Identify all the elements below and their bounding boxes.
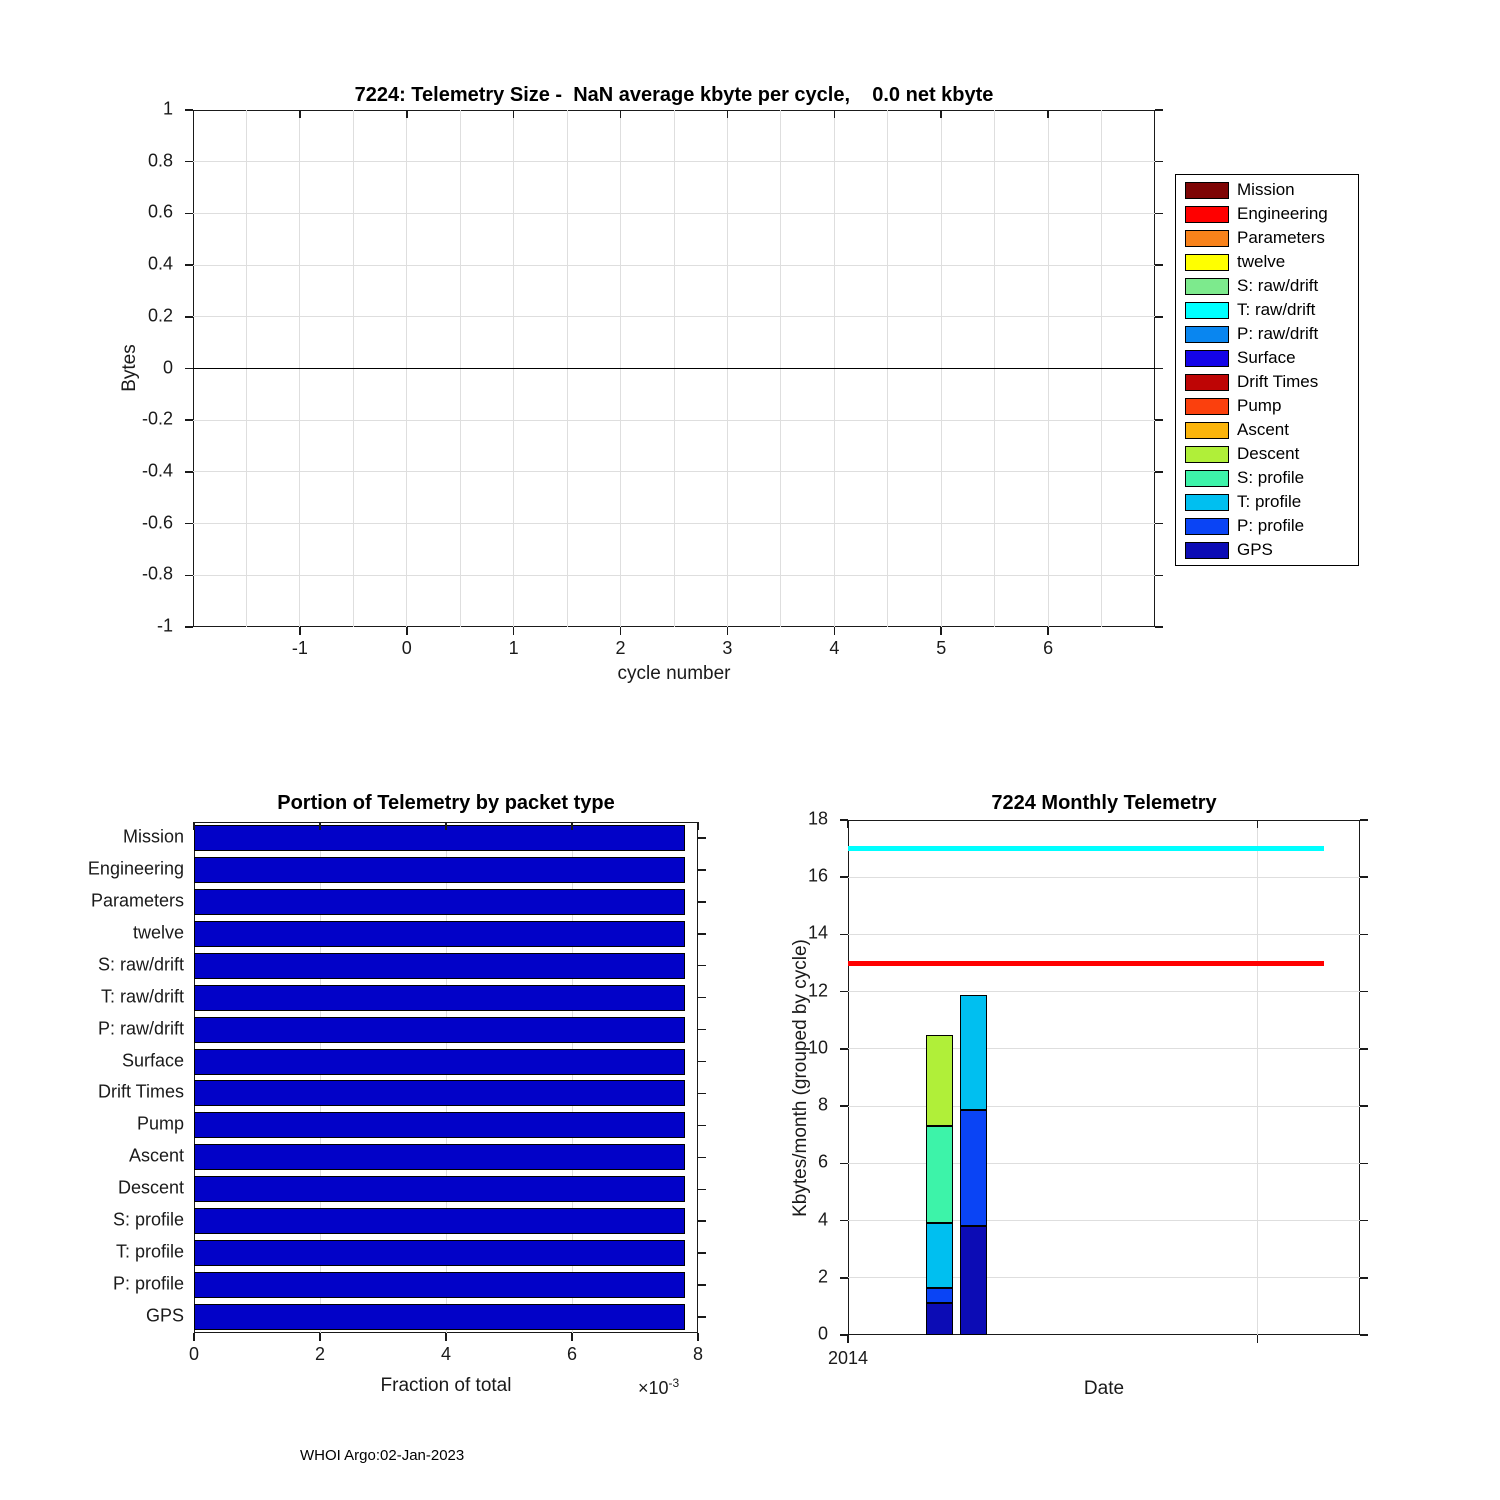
y-tick-label: 12 [807, 980, 828, 1001]
y-tick-label: -0.2 [141, 408, 173, 429]
y-tick [1155, 316, 1163, 318]
y-tick [1360, 1220, 1368, 1222]
x-tick [940, 110, 942, 118]
y-tick [185, 368, 193, 370]
legend [1175, 174, 1359, 566]
x-tick [571, 1333, 573, 1341]
bar [194, 1176, 685, 1202]
y-tick-label: -0.4 [141, 460, 173, 481]
bar [194, 889, 685, 915]
footer-note: WHOI Argo:02-Jan-2023 [300, 1447, 465, 1464]
y-tick-label: 0.2 [147, 305, 173, 326]
x-tick-label: -1 [291, 638, 308, 658]
legend-label: P: raw/drift [1237, 324, 1319, 343]
legend-label: Ascent [1237, 420, 1289, 439]
x-tick [847, 1335, 849, 1343]
y-tick-label: -1 [156, 615, 173, 636]
y-tick [1155, 368, 1163, 370]
bar-segment [926, 1126, 953, 1223]
legend-entry [1176, 227, 1358, 249]
monthly-title: 7224 Monthly Telemetry [991, 792, 1217, 814]
legend-label: Engineering [1237, 204, 1328, 223]
bar-segment [926, 1303, 953, 1335]
threshold-line [848, 846, 1324, 851]
legend-swatch [1185, 182, 1229, 199]
y-tick [698, 869, 706, 871]
x-tick [1257, 1335, 1259, 1343]
telemetry-size-title: 7224: Telemetry Size - NaN average kbyte per cycle, 0.0 net kbyte [354, 84, 994, 106]
y-tick [840, 1277, 848, 1279]
x-tick [697, 1333, 699, 1341]
y-tick-label: 1 [162, 98, 173, 119]
y-tick-label: 8 [817, 1094, 828, 1115]
y-tick [1360, 819, 1368, 821]
bar-segment [960, 1110, 987, 1226]
y-tick [698, 965, 706, 967]
bar [194, 1080, 685, 1106]
x-tick-label: 0 [401, 638, 412, 658]
y-tick [698, 1125, 706, 1127]
bar-segment [926, 1035, 953, 1126]
x-tick [727, 110, 729, 118]
legend-entry [1176, 467, 1358, 489]
y-gridline [193, 265, 1155, 266]
y-tick [1155, 161, 1163, 163]
legend-entry [1176, 539, 1358, 561]
legend-swatch [1185, 446, 1229, 463]
category-label: twelve [132, 922, 184, 943]
bar [194, 1017, 685, 1043]
x-tick [299, 110, 301, 118]
y-gridline [193, 213, 1155, 214]
y-tick [1360, 1048, 1368, 1050]
x-tick [445, 822, 447, 830]
y-tick-label: 0.8 [147, 150, 173, 171]
y-tick-label: 0 [162, 356, 173, 377]
legend-swatch [1185, 518, 1229, 535]
legend-swatch [1185, 494, 1229, 511]
category-label: Mission [122, 826, 184, 847]
x-tick [299, 627, 301, 635]
legend-entry [1176, 491, 1358, 513]
x-tick-label: 4 [829, 638, 840, 658]
y-tick [185, 264, 193, 266]
x-tick [834, 627, 836, 635]
y-tick [698, 1284, 706, 1286]
monthly-xlabel: Date [1083, 1378, 1125, 1399]
legend-swatch [1185, 254, 1229, 271]
x-tick [193, 822, 195, 830]
y-tick [185, 213, 193, 215]
y-gridline [848, 877, 1360, 878]
legend-swatch [1185, 302, 1229, 319]
bar [194, 1304, 685, 1330]
x-tick-label: 2 [615, 638, 626, 658]
legend-entry [1176, 179, 1358, 201]
y-tick [698, 997, 706, 999]
y-tick [1360, 1277, 1368, 1279]
y-tick [1360, 1163, 1368, 1165]
y-tick [1155, 213, 1163, 215]
legend-label: GPS [1237, 540, 1273, 559]
category-label: Ascent [128, 1145, 184, 1166]
portion-axis-multiplier-exp: -3 [668, 1376, 680, 1390]
legend-swatch [1185, 278, 1229, 295]
y-tick [1155, 419, 1163, 421]
portion-title: Portion of Telemetry by packet type [277, 792, 615, 814]
y-tick [698, 933, 706, 935]
x-tick [319, 822, 321, 830]
y-tick [1155, 109, 1163, 111]
category-label: GPS [145, 1305, 184, 1326]
y-tick [698, 1316, 706, 1318]
x-tick-label: 4 [440, 1344, 452, 1364]
bar [194, 1208, 685, 1234]
x-tick [697, 822, 699, 830]
y-tick [1360, 1105, 1368, 1107]
y-tick-label: 4 [817, 1208, 828, 1229]
y-tick [185, 523, 193, 525]
y-tick [840, 1163, 848, 1165]
legend-swatch [1185, 230, 1229, 247]
y-tick [1360, 876, 1368, 878]
x-tick [1047, 627, 1049, 635]
y-tick [1155, 626, 1163, 628]
bar [194, 1112, 685, 1138]
legend-swatch [1185, 326, 1229, 343]
legend-label: Parameters [1237, 228, 1325, 247]
legend-entry [1176, 203, 1358, 225]
legend-label: S: raw/drift [1237, 276, 1319, 295]
bar-segment [960, 1226, 987, 1335]
x-tick [834, 110, 836, 118]
category-label: Surface [121, 1049, 184, 1070]
y-tick [185, 109, 193, 111]
y-tick [1360, 934, 1368, 936]
x-tick [406, 627, 408, 635]
y-tick-label: 14 [807, 922, 828, 943]
telemetry-size-xlabel: cycle number [617, 663, 731, 684]
legend-label: S: profile [1237, 468, 1305, 487]
y-tick-label: 0.6 [147, 201, 173, 222]
telemetry-size-ylabel: Bytes [119, 344, 140, 392]
y-gridline [193, 420, 1155, 421]
legend-label: twelve [1237, 252, 1286, 271]
category-label: Pump [136, 1113, 184, 1134]
portion-xlabel: Fraction of total [380, 1375, 512, 1396]
legend-swatch [1185, 542, 1229, 559]
x-tick [940, 627, 942, 635]
x-tick [193, 1333, 195, 1341]
y-tick [1155, 264, 1163, 266]
y-tick-label: 18 [807, 808, 828, 829]
portion-axis-multiplier-base: ×10 [638, 1378, 669, 1398]
legend-entry [1176, 251, 1358, 273]
legend-label: P: profile [1237, 516, 1305, 535]
legend-swatch [1185, 422, 1229, 439]
y-tick [840, 876, 848, 878]
category-label: S: raw/drift [97, 954, 184, 975]
legend-swatch [1185, 350, 1229, 367]
category-label: Engineering [87, 858, 184, 879]
bar [194, 921, 685, 947]
bar [194, 825, 685, 851]
monthly-plot-area [848, 820, 1360, 1335]
y-gridline [848, 991, 1360, 992]
x-tick [513, 110, 515, 118]
category-label: T: raw/drift [100, 986, 184, 1007]
bar [194, 985, 685, 1011]
zero-line [193, 368, 1155, 370]
y-tick [698, 837, 706, 839]
x-tick [319, 1333, 321, 1341]
x-tick-label: 0 [188, 1344, 200, 1364]
y-tick [698, 1061, 706, 1063]
monthly-ylabel: Kbytes/month (grouped by cycle) [790, 939, 811, 1217]
legend-swatch [1185, 470, 1229, 487]
bar [194, 857, 685, 883]
bar [194, 1272, 685, 1298]
bar-segment [960, 995, 987, 1110]
legend-label: Drift Times [1237, 372, 1319, 391]
legend-entry [1176, 515, 1358, 537]
y-tick [185, 471, 193, 473]
y-gridline [193, 471, 1155, 472]
legend-label: Mission [1237, 180, 1295, 199]
y-tick [698, 1093, 706, 1095]
x-tick-label: 2014 [827, 1348, 869, 1368]
y-gridline [848, 1048, 1360, 1049]
x-tick [620, 110, 622, 118]
y-tick [1360, 991, 1368, 993]
y-tick-label: 6 [817, 1151, 828, 1172]
y-gridline [848, 1220, 1360, 1221]
x-tick [1257, 820, 1259, 828]
x-tick [620, 627, 622, 635]
legend-label: Surface [1237, 348, 1296, 367]
x-tick-label: 5 [936, 638, 947, 658]
x-tick [571, 822, 573, 830]
legend-entry [1176, 419, 1358, 441]
portion-axis-multiplier [638, 1376, 679, 1399]
y-tick-label: 10 [807, 1037, 828, 1058]
y-gridline [848, 1277, 1360, 1278]
x-tick [1047, 110, 1049, 118]
y-tick [698, 1029, 706, 1031]
y-tick-label: -0.8 [141, 563, 173, 584]
y-tick-label: 16 [807, 865, 828, 886]
category-label: P: profile [112, 1273, 184, 1294]
x-tick-label: 2 [314, 1344, 326, 1364]
bar-segment [926, 1288, 953, 1303]
y-tick-label: -0.6 [141, 512, 173, 533]
y-tick [1360, 1334, 1368, 1336]
y-tick [840, 1220, 848, 1222]
y-gridline [848, 934, 1360, 935]
x-tick-label: 8 [692, 1344, 704, 1364]
legend-entry [1176, 371, 1358, 393]
x-tick-label: 1 [508, 638, 519, 658]
category-label: S: profile [112, 1209, 184, 1230]
y-tick [840, 1105, 848, 1107]
legend-swatch [1185, 374, 1229, 391]
y-tick [698, 1189, 706, 1191]
y-gridline [193, 316, 1155, 317]
y-tick [698, 1220, 706, 1222]
x-tick [445, 1333, 447, 1341]
bar [194, 1049, 685, 1075]
y-tick [185, 626, 193, 628]
legend-label: Pump [1237, 396, 1282, 415]
y-tick [1155, 471, 1163, 473]
x-tick [406, 110, 408, 118]
legend-entry [1176, 323, 1358, 345]
y-tick-label: 0.4 [147, 253, 173, 274]
y-tick [185, 419, 193, 421]
legend-entry [1176, 443, 1358, 465]
y-gridline [193, 523, 1155, 524]
bar [194, 953, 685, 979]
threshold-line [848, 961, 1324, 966]
y-tick-label: 0 [817, 1323, 828, 1344]
y-tick [698, 1252, 706, 1254]
category-label: P: raw/drift [97, 1018, 184, 1039]
x-tick-label: 3 [722, 638, 733, 658]
y-tick [840, 1048, 848, 1050]
legend-entry [1176, 299, 1358, 321]
category-label: Parameters [90, 890, 184, 911]
y-tick [185, 161, 193, 163]
legend-swatch [1185, 398, 1229, 415]
legend-swatch [1185, 206, 1229, 223]
x-tick [727, 627, 729, 635]
y-gridline [193, 161, 1155, 162]
legend-entry [1176, 395, 1358, 417]
x-tick-label: 6 [1043, 638, 1054, 658]
y-tick [1155, 575, 1163, 577]
y-tick [1155, 523, 1163, 525]
legend-label: Descent [1237, 444, 1300, 463]
y-gridline [193, 575, 1155, 576]
y-tick [698, 1157, 706, 1159]
category-label: Drift Times [97, 1081, 184, 1102]
y-tick-label: 2 [817, 1266, 828, 1287]
legend-label: T: raw/drift [1237, 300, 1316, 319]
y-tick [840, 991, 848, 993]
legend-label: T: profile [1237, 492, 1302, 511]
category-label: T: profile [115, 1241, 184, 1262]
y-gridline [848, 1163, 1360, 1164]
x-tick [513, 627, 515, 635]
y-gridline [848, 1106, 1360, 1107]
bar [194, 1240, 685, 1266]
x-tick [847, 820, 849, 828]
y-tick [185, 575, 193, 577]
legend-entry [1176, 275, 1358, 297]
x-gridline [1257, 820, 1258, 1335]
legend-entry [1176, 347, 1358, 369]
category-label: Descent [117, 1177, 184, 1198]
y-tick [698, 901, 706, 903]
bar [194, 1144, 685, 1170]
bar-segment [926, 1223, 953, 1288]
y-tick [185, 316, 193, 318]
x-tick-label: 6 [566, 1344, 578, 1364]
y-tick [840, 934, 848, 936]
